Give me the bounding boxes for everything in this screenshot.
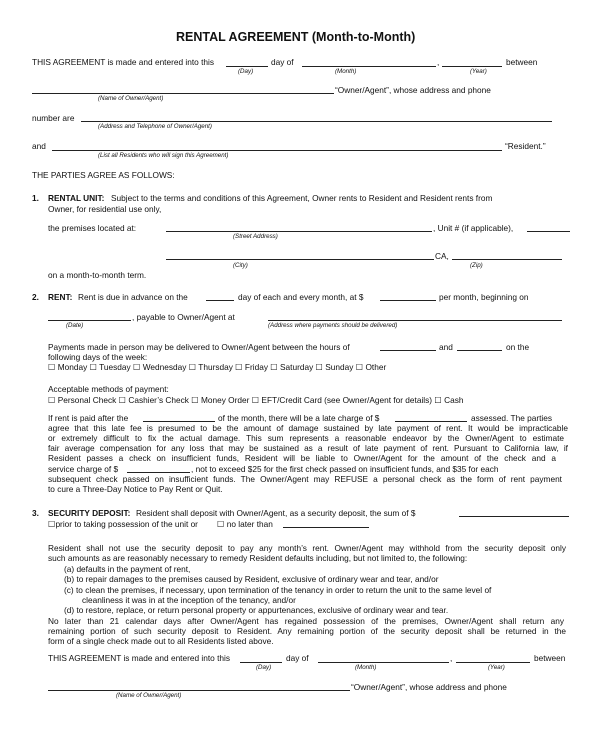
late-text-1b: of the month, there will be a late charge of $ xyxy=(218,413,380,423)
late-text-4: fair average compensation for any loss that may be sustained as a result of late payment of rent. Pursuant to California law, if xyxy=(48,443,568,453)
month-blank[interactable] xyxy=(302,66,436,67)
late-text-3: or extremely difficult to fix the actual damage. This sum represents a reasonable endeavor by the Owner/Agent to estimate xyxy=(48,433,564,443)
section-1-number: 1. xyxy=(32,193,39,203)
ca-text: CA, xyxy=(435,251,449,261)
deposit-item-a: (a) defaults in the payment of rent, xyxy=(64,564,191,574)
caption-street-address: (Street Address) xyxy=(233,233,278,240)
payable-text: , payable to Owner/Agent at xyxy=(132,312,235,322)
year-blank[interactable] xyxy=(442,66,502,67)
repeat-caption-month: (Month) xyxy=(355,664,377,671)
caption-payment-address: (Address where payments should be delivered) xyxy=(268,322,398,329)
day-blank[interactable] xyxy=(226,66,268,67)
owner-name-blank[interactable] xyxy=(32,93,334,94)
rent-start-date-blank[interactable] xyxy=(48,320,131,321)
month-to-month-text: on a month-to-month term. xyxy=(48,270,147,280)
document-title: RENTAL AGREEMENT (Month-to-Month) xyxy=(176,30,416,44)
deposit-item-d: (d) to restore, replace, or return personal property or appurtenances, exclusive of ordinary wear and tear. xyxy=(64,605,449,615)
deposit-date-blank[interactable] xyxy=(283,527,369,528)
repeat-comma-text: , xyxy=(450,653,453,663)
late-text-8: to cure a Three-Day Notice to Pay Rent or Quit. xyxy=(48,484,223,494)
deposit-text-2a[interactable]: ☐prior to taking possession of the unit or xyxy=(48,519,198,529)
repeat-year-blank[interactable] xyxy=(456,662,530,663)
deposit-item-b: (b) to repair damages to the premises caused by Resident, exclusive of ordinary wear and tear, and/or xyxy=(64,574,439,584)
hours-and-text: and xyxy=(439,342,453,352)
deposit-text-2b[interactable]: ☐ no later than xyxy=(217,519,273,529)
late-text-7: subsequent check passed on insufficient funds. The Owner/Agent may REFUSE a personal check as the form of rent payment xyxy=(48,474,562,484)
payment-address-blank[interactable] xyxy=(268,320,562,321)
deposit-return-2: remaining portion of such security deposit to Resident. Any remaining portion of the security deposit shall be returned in the xyxy=(48,626,566,636)
late-text-5: Resident passes a check on insufficient funds, Resident will be liable to Owner/Agent for the amount of the check and a xyxy=(48,453,556,463)
caption-city: (City) xyxy=(233,262,248,269)
city-blank[interactable] xyxy=(166,259,434,260)
deposit-text-1: Resident shall deposit with Owner/Agent, as a security deposit, the sum of $ xyxy=(136,508,416,518)
caption-residents: (List all Residents who will sign this Agreement) xyxy=(98,152,229,159)
repeat-day-of-text: day of xyxy=(286,653,309,663)
street-address-blank[interactable] xyxy=(166,231,432,232)
hours-from-blank[interactable] xyxy=(380,350,436,351)
hours-to-blank[interactable] xyxy=(457,350,502,351)
caption-month: (Month) xyxy=(335,68,357,75)
rent-text-1: Rent is due in advance on the xyxy=(78,292,188,302)
section-1-text-2: Owner, for residential use only, xyxy=(48,204,162,214)
number-are-text: number are xyxy=(32,113,75,123)
deposit-para-1: Resident shall not use the security deposit to pay any month’s rent. Owner/Agent may withhold from the security deposit only xyxy=(48,543,566,553)
rent-amount-blank[interactable] xyxy=(380,300,436,301)
caption-date: (Date) xyxy=(66,322,84,329)
residents-blank[interactable] xyxy=(52,150,502,151)
late-text-6b: , not to exceed $25 for the first check passed on insufficient funds, and $35 for each xyxy=(191,464,499,474)
section-1-heading: RENTAL UNIT: xyxy=(48,193,105,203)
payments-text-2: following days of the week: xyxy=(48,352,148,362)
repeat-caption-day: (Day) xyxy=(256,664,272,671)
repeat-month-blank[interactable] xyxy=(318,662,449,663)
repeat-caption-year: (Year) xyxy=(488,664,505,671)
repeat-lead: THIS AGREEMENT is made and entered into this xyxy=(48,653,230,663)
owner-agent-text: “Owner/Agent”, whose address and phone xyxy=(335,85,491,95)
deposit-para-2: such amounts as are reasonably necessary to remedy Resident defaults including, but not limited to, the following: xyxy=(48,553,468,563)
repeat-day-blank[interactable] xyxy=(240,662,282,663)
deposit-item-c-2: cleanliness it was in at the inception of the tenancy, and/or xyxy=(82,595,296,605)
caption-year: (Year) xyxy=(470,68,487,75)
late-text-1c: assessed. The parties xyxy=(471,413,553,423)
section-2-heading: RENT: xyxy=(48,292,73,302)
comma-text: , xyxy=(437,57,440,67)
intro-lead: THIS AGREEMENT is made and entered into this xyxy=(32,57,214,67)
zip-blank[interactable] xyxy=(452,259,562,260)
parties-agree-heading: THE PARTIES AGREE AS FOLLOWS: xyxy=(32,170,175,180)
caption-day: (Day) xyxy=(238,68,254,75)
late-text-2: agree that this late fee is presumed to be the amount of damage sustained by late payment of rent. It would be impracticable xyxy=(48,423,568,433)
section-3-number: 3. xyxy=(32,508,39,518)
between-text: between xyxy=(506,57,538,67)
payment-methods-heading: Acceptable methods of payment: xyxy=(48,384,169,394)
caption-zip: (Zip) xyxy=(470,262,483,269)
on-the-text: on the xyxy=(506,342,530,352)
section-1-text-1: Subject to the terms and conditions of this Agreement, Owner rents to Resident and Resident rents from xyxy=(111,193,493,203)
premises-text: the premises located at: xyxy=(48,223,137,233)
weekday-checkboxes[interactable]: ☐ Monday ☐ Tuesday ☐ Wednesday ☐ Thursday ☐ Friday ☐ Saturday ☐ Sunday ☐ Other xyxy=(48,362,387,372)
deposit-amount-blank[interactable] xyxy=(459,516,569,517)
caption-owner-name: (Name of Owner/Agent) xyxy=(98,95,164,102)
section-3-heading: SECURITY DEPOSIT: xyxy=(48,508,131,518)
late-day-blank[interactable] xyxy=(143,421,215,422)
rent-text-2: day of each and every month, at $ xyxy=(238,292,364,302)
unit-blank[interactable] xyxy=(527,231,570,232)
unit-text: , Unit # (if applicable), xyxy=(433,223,514,233)
deposit-item-c-1: (c) to clean the premises, if necessary, upon termination of the tenancy in order to return the unit to the same level of xyxy=(64,585,492,595)
caption-owner-address: (Address and Telephone of Owner/Agent) xyxy=(98,123,212,130)
service-charge-blank[interactable] xyxy=(127,472,190,473)
late-text-1a: If rent is paid after the xyxy=(48,413,129,423)
late-text-6a: service charge of $ xyxy=(48,464,119,474)
repeat-between-text: between xyxy=(534,653,566,663)
resident-text: “Resident.” xyxy=(505,141,546,151)
repeat-owner-agent-text: “Owner/Agent”, whose address and phone xyxy=(351,682,507,692)
payments-text-1: Payments made in person may be delivered to Owner/Agent between the hours of xyxy=(48,342,350,352)
late-charge-blank[interactable] xyxy=(395,421,467,422)
rent-day-blank[interactable] xyxy=(206,300,234,301)
repeat-caption-owner-name: (Name of Owner/Agent) xyxy=(116,692,182,699)
day-of-text: day of xyxy=(271,57,294,67)
repeat-owner-name-blank[interactable] xyxy=(48,690,350,691)
rent-text-3: per month, beginning on xyxy=(439,292,529,302)
payment-method-checkboxes[interactable]: ☐ Personal Check ☐ Cashier’s Check ☐ Money Order ☐ EFT/Credit Card (see Owner/Agent for details) ☐ Cash xyxy=(48,395,464,405)
owner-address-blank[interactable] xyxy=(81,121,552,122)
deposit-return-1: No later than 21 calendar days after Owner/Agent has regained possession of the premises, Owner/Agent shall return any xyxy=(48,616,564,626)
deposit-return-3: form of a single check made out to all Residents listed above. xyxy=(48,636,274,646)
and-text: and xyxy=(32,141,46,151)
section-2-number: 2. xyxy=(32,292,39,302)
